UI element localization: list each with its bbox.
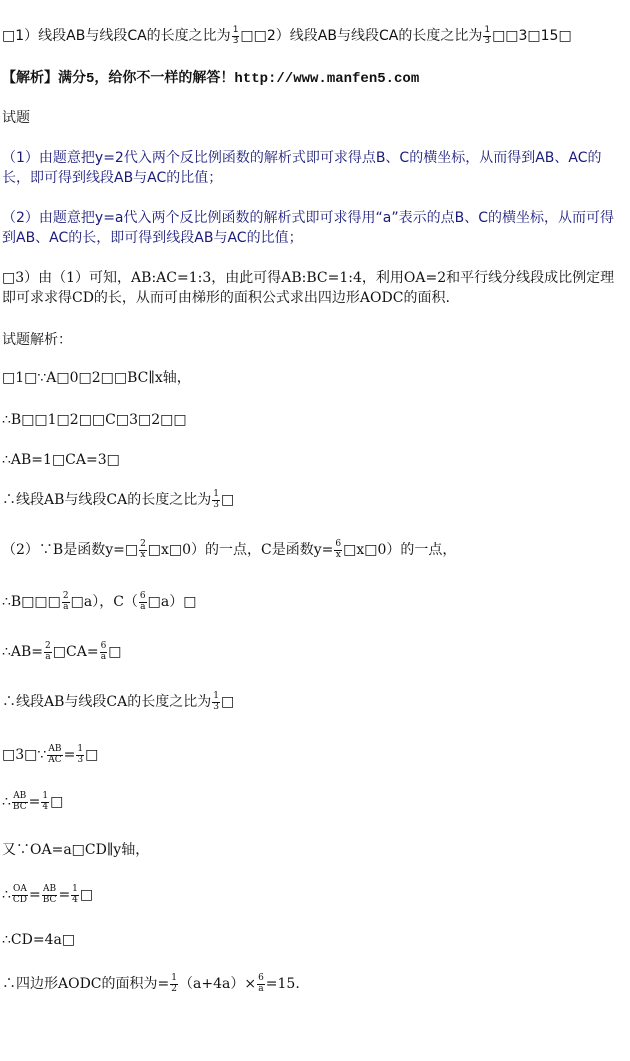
section-title: 试题: [2, 110, 30, 126]
frac-den: x: [335, 549, 341, 560]
solution-line-13: ∴CD=4a□: [2, 932, 76, 948]
frac-num: AB: [13, 791, 27, 802]
text: （2）∵B是函数y=□: [2, 542, 139, 558]
frac-num: 1: [232, 25, 239, 36]
solution-line-2: ∴B□□1□2□□C□3□2□□: [2, 412, 187, 428]
fraction: [257, 974, 265, 994]
solution-line-14: [2, 974, 624, 995]
frac-den: 4: [72, 894, 78, 905]
solution-line-10: [2, 792, 624, 813]
text: ∴线段AB与线段CA的长度之比为: [2, 694, 212, 710]
frac-num: OA: [13, 884, 27, 895]
text: =: [29, 887, 41, 903]
frac-num: AB: [43, 884, 57, 895]
text: □CA=: [52, 644, 99, 660]
frac-den: BC: [12, 801, 27, 812]
frac-num: 2: [140, 539, 146, 550]
fraction: [212, 490, 220, 510]
frac-num: 2: [45, 641, 51, 652]
solution-title: 试题解析：: [2, 332, 72, 348]
fraction: [12, 885, 28, 905]
solution-line-1: □1□∵A□0□2□□BC∥x轴，: [2, 370, 191, 386]
fraction: [334, 540, 342, 560]
text: □x□0）的一点，: [343, 542, 457, 558]
text: ∴四边形AODC的面积为=: [2, 976, 170, 992]
frac-den: 2: [171, 983, 177, 994]
text: （a+4a）×: [179, 976, 257, 992]
fraction: [44, 642, 52, 662]
answer-text-c: □□3□15□: [492, 28, 572, 44]
frac-den: 3: [232, 35, 239, 46]
solution-line-3: ∴AB=1□CA=3□: [2, 452, 120, 468]
fraction: [76, 745, 84, 765]
solution-line-12: [2, 885, 624, 906]
frac-num: 2: [62, 591, 69, 602]
answer-text-a: □: [2, 28, 16, 44]
fraction: [139, 592, 147, 612]
analysis-paragraph-1: （1）由题意把y=2代入两个反比例函数的解析式即可求得点B、C的横坐标，从而得到AB、AC的长，即可得到线段AB与AC的比值；: [2, 150, 602, 187]
frac-num: AB: [48, 744, 62, 755]
analysis-paragraph-2: （2）由题意把y=a代入两个反比例函数的解析式即可求得用“a”表示的点B、C的横坐标，从而可得到AB、AC的长，即可得到线段AB与AC的比值；: [2, 210, 614, 247]
frac-num: 1: [42, 791, 49, 802]
text: □: [85, 747, 99, 763]
text: □: [220, 492, 235, 508]
frac-num: 6: [100, 641, 107, 652]
frac-den: a: [258, 983, 264, 994]
frac-num: 1: [77, 744, 84, 755]
text: =: [58, 887, 71, 903]
fraction: [47, 745, 62, 765]
frac-den: a: [140, 601, 146, 612]
frac-num: 1: [213, 691, 219, 702]
answer-text-a2: 1）线段AB与线段CA的长度之比为: [15, 28, 231, 44]
text: □: [220, 694, 235, 710]
text: □: [50, 794, 64, 810]
fraction: [212, 692, 220, 712]
frac-num: 1: [484, 25, 491, 36]
analysis-paragraph-3: □3）由（1）可知，AB:AC=1:3，由此可得AB:BC=1:4，利用OA=2和平行线分线段成比例定理即可求求得CD的长，从而可由梯形的面积公式求出四边形AODC的面积.: [2, 270, 615, 307]
frac-den: BC: [42, 894, 57, 905]
fraction: [483, 26, 491, 46]
fraction: [62, 592, 70, 612]
text: =15.: [265, 976, 300, 992]
frac-den: a: [45, 651, 51, 662]
frac-den: CD: [12, 894, 28, 905]
fraction: [100, 642, 108, 662]
frac-num: 1: [72, 884, 78, 895]
text: □a）□: [147, 594, 197, 610]
fraction: [41, 792, 49, 812]
text: □: [108, 644, 122, 660]
fraction: [71, 885, 79, 905]
text: ∴: [2, 794, 11, 810]
fraction: [139, 540, 147, 560]
solution-line-8: [2, 692, 624, 713]
fraction: [170, 974, 178, 994]
text: □x□0）的一点，C是函数y=: [147, 542, 334, 558]
text: □: [79, 887, 94, 903]
frac-num: 1: [213, 489, 219, 500]
solution-line-4: [2, 490, 624, 511]
solution-line-11: 又∵OA=a□CD∥y轴，: [2, 842, 150, 858]
fraction: [42, 885, 58, 905]
frac-num: 6: [258, 973, 264, 984]
fraction: [12, 792, 28, 812]
frac-num: 1: [171, 973, 177, 984]
frac-den: a: [63, 601, 69, 612]
frac-den: 4: [42, 801, 49, 812]
frac-num: 6: [335, 539, 342, 550]
fraction: [232, 26, 240, 46]
frac-den: 3: [213, 701, 219, 712]
solution-line-6: [2, 592, 624, 613]
answer-text-b: □□2）线段AB与线段CA的长度之比为: [240, 28, 483, 44]
frac-num: 6: [139, 591, 146, 602]
text: =: [28, 794, 41, 810]
frac-den: 3: [77, 754, 84, 765]
text: ∴B□□□: [2, 594, 61, 610]
frac-den: 3: [213, 499, 219, 510]
text: ∴AB=: [2, 644, 44, 660]
text: =: [63, 747, 76, 763]
solution-line-9: [2, 745, 624, 766]
frac-den: AC: [48, 754, 62, 765]
text: □3□∵: [2, 747, 47, 763]
text: □a），C（: [70, 594, 138, 610]
frac-den: a: [100, 651, 107, 662]
solution-line-5: [2, 540, 624, 561]
solution-line-7: [2, 642, 624, 663]
banner: 【解析】满分5，给你不一样的解答！http://www.manfen5.com: [2, 71, 420, 87]
frac-den: x: [140, 549, 146, 560]
text: ∴: [2, 887, 11, 903]
answer-line: [2, 26, 624, 47]
text: ∴线段AB与线段CA的长度之比为: [2, 492, 212, 508]
frac-den: 3: [484, 35, 491, 46]
